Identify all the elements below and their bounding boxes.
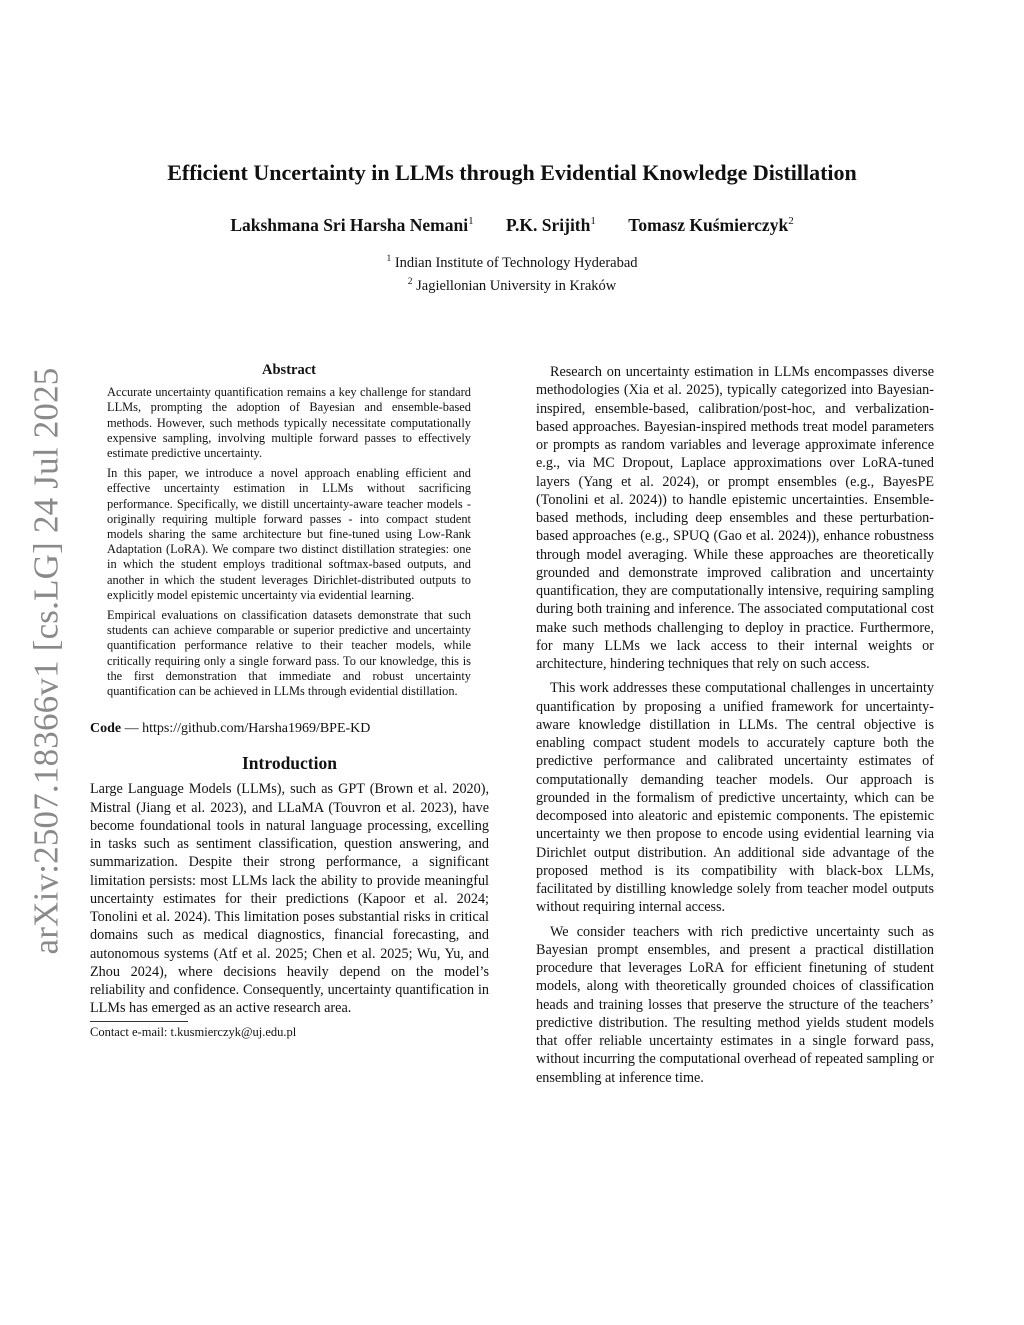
code-repository-link[interactable]: https://github.com/Harsha1969/BPE-KD — [142, 721, 371, 737]
abstract-paragraph-3: Empirical evaluations on classification datasets demonstrate that such students can achieve comparable or superior predictive and uncertainty quantification performance relative to their teacher models, while critically requiring only a single forward pass. To our knowledge, this is the first demonstration that immediate and robust uncertainty quantification can be achieved in LLMs through evidential distillation. — [107, 608, 471, 699]
right-column — [536, 363, 934, 1093]
abstract-section — [107, 363, 471, 699]
affiliation-mark: 1 — [386, 254, 392, 264]
author-1 — [230, 215, 473, 235]
footnote-divider — [90, 1021, 188, 1022]
left-column — [90, 363, 489, 1040]
code-separator: — — [121, 721, 143, 737]
introduction-paragraph-1: Large Language Models (LLMs), such as GPT (Brown et al. 2020), Mistral (Jiang et al. 2023), and LLaMA (Touvron et al. 2023), have become foundational tools in natural language processing, excelling in tasks such as sentiment classification, question answering, and summarization. Despite their strong performance, a significant limitation persists: most LLMs lack the ability to provide meaningful uncertainty estimates for their predictions (Kapoor et al. 2024; Tonolini et al. 2024). This limitation poses substantial risks in critical domains such as medical diagnostics, financial forecasting, and autonomous systems (Atf et al. 2025; Chen et al. 2025; Wu, Yu, and Zhou 2024), where decisions heavily depend on the model’s reliability and confidence. Consequently, uncertainty quantification in LLMs has emerged as an active research area. — [90, 781, 489, 1017]
author-2 — [506, 215, 596, 235]
affiliation-list — [90, 250, 934, 296]
author-name: P.K. Srijith — [505, 215, 591, 235]
author-3 — [628, 215, 793, 235]
introduction-paragraph-2: Research on uncertainty estimation in LLMs encompasses diverse methodologies (Xia et al. 2025), typically categorized into Bayesian-inspired, ensemble-based, calibration/post-hoc, and verbalization-based approaches. Bayesian-inspired methods treat model parameters or prompts as random variables and leverage approximate inference e.g., via MC Dropout, Laplace approximations over LoRA-tuned layers (Yang et al. 2024), or prompt ensembles (e.g., BayesPE (Tonolini et al. 2024)) to handle epistemic uncertainties. Ensemble-based methods, including deep ensembles and these perturbation-based approaches (e.g., SPUQ (Gao et al. 2024)), enhance robustness through model averaging. While these approaches are theoretically grounded and demonstrate improved calibration and uncertainty quantification, they are computationally intensive, requiring sampling during both training and inference. The associated computational cost make such methods challenging to deploy in practice. Furthermore, for many LLMs we lack access to their internal weights or architecture, hindering techniques that rely on such access. — [536, 364, 934, 672]
arxiv-stamp — [18, 367, 74, 955]
introduction-heading: Introduction — [242, 753, 337, 774]
abstract-paragraph-1: Accurate uncertainty quantification remains a key challenge for standard LLMs, prompting the adoption of Bayesian and ensemble-based methods. However, such methods typically necessitate computationally expensive sampling, involving multiple forward passes to effectively estimate predictive uncertainty. — [107, 385, 471, 461]
abstract-heading: Abstract — [262, 362, 316, 378]
code-link-line — [90, 721, 489, 737]
author-affil-mark: 1 — [590, 215, 596, 228]
affiliation-name: Indian Institute of Technology Hyderabad — [394, 254, 638, 271]
author-affil-mark: 1 — [468, 215, 474, 228]
affiliation-mark: 2 — [407, 276, 413, 287]
affiliation-name: Jagiellonian University in Kraków — [416, 277, 617, 294]
paper-title: Efficient Uncertainty in LLMs through Evidential Knowledge Distillation — [167, 160, 857, 185]
introduction-paragraph-3: This work addresses these computational challenges in uncertainty quantification by proposing a unified framework for uncertainty-aware knowledge distillation in LLMs. The central objective is enabling compact student models to accurately capture both the predictive performance and calibrated uncertainty estimates of computationally demanding teacher models. Our approach is grounded in the formalism of predictive uncertainty, which can be decomposed into aleatoric and epistemic components. The epistemic uncertainty we then propose to encode using evidential learning via Dirichlet output distribution. An additional side advantage of the proposed method is its compatibility with black-box LLMs, facilitated by distilling knowledge solely from teacher model outputs without requiring internal access. — [536, 680, 934, 916]
author-list — [90, 215, 934, 236]
author-name: Lakshmana Sri Harsha Nemani — [230, 215, 469, 235]
code-label: Code — [90, 721, 122, 737]
author-name: Tomasz Kuśmierczyk — [628, 215, 789, 235]
affiliation-2 — [90, 273, 934, 296]
abstract-paragraph-2: In this paper, we introduce a novel approach enabling efficient and effective uncertainty estimation in LLMs without sacrificing performance. Specifically, we distill uncertainty-aware teacher models - originally requiring multiple forward passes - into compact student models sharing the same architecture but fine-tuned using Low-Rank Adaptation (LoRA). We compare two distinct distillation strategies: one in which the student employs traditional softmax-based outputs, and another in which the student leverages Dirichlet-distributed outputs to explicitly model epistemic uncertainty via evidential learning. — [107, 466, 471, 602]
author-affil-mark: 2 — [788, 215, 794, 228]
arxiv-identifier[interactable]: arXiv:2507.18366v1 [cs.LG] 24 Jul 2025 — [26, 367, 66, 955]
affiliation-1 — [90, 250, 934, 273]
contact-footnote: Contact e-mail: t.kusmierczyk@uj.edu.pl — [90, 1024, 297, 1039]
introduction-paragraph-4: We consider teachers with rich predictive uncertainty such as Bayesian prompt ensembles, and present a practical distillation procedure that leverages LoRA for efficient finetuning of student models, along with theoretically grounded choices of classification heads and training losses that preserve the structure of the teachers’ predictive distribution. The resulting method yields student models that offer reliable uncertainty estimates in a single forward pass, without incurring the computational overhead of repeated sampling or ensembling at inference time. — [536, 923, 934, 1086]
